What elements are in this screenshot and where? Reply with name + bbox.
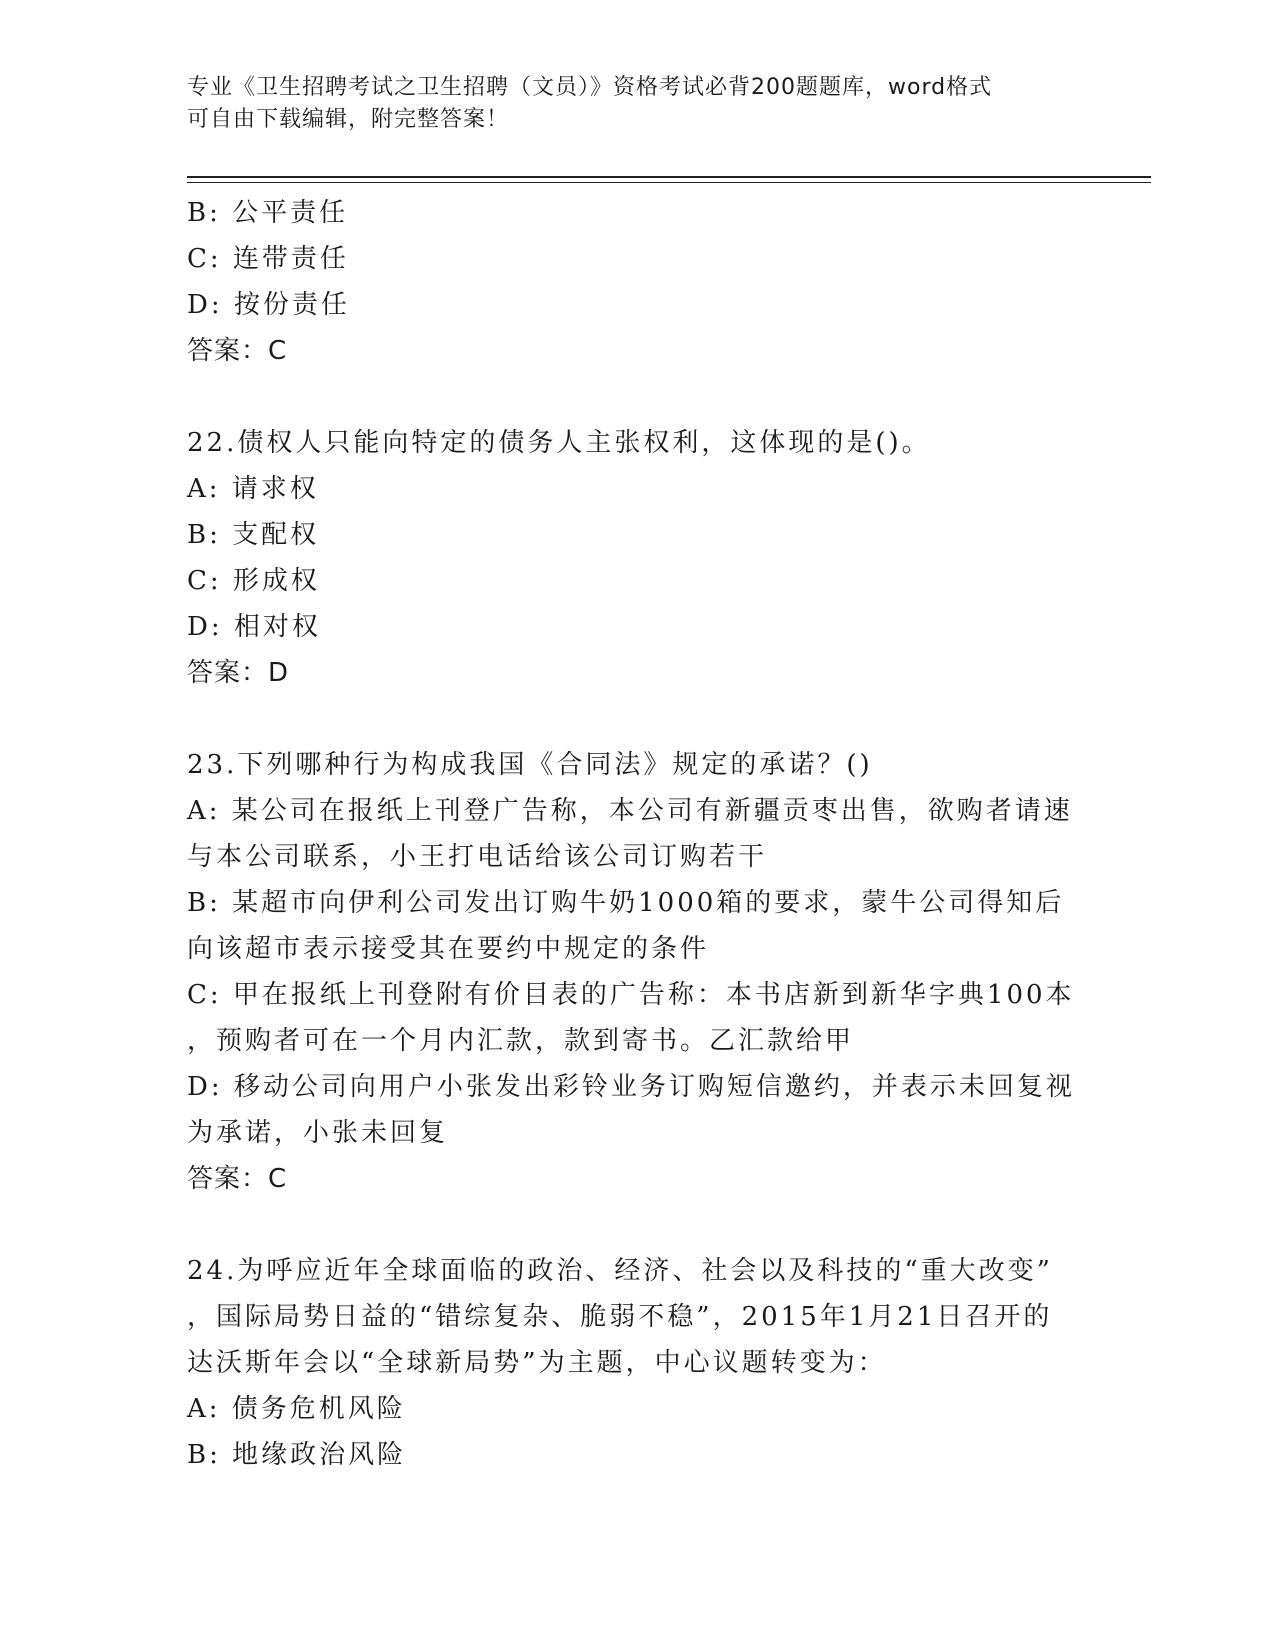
option-b: B: 地缘政治风险	[187, 1440, 407, 1470]
option-d: D: 相对权	[187, 612, 321, 642]
option-d-line-1: D: 移动公司向用户小张发出彩铃业务订购短信邀约，并表示未回复视	[187, 1072, 1075, 1102]
spacer	[187, 1202, 1067, 1248]
page-header	[187, 72, 1067, 136]
option-b-line-1: B: 某超市向伊利公司发出订购牛奶1000箱的要求，蒙牛公司得知后	[187, 888, 1065, 918]
option-d-line-2: 为承诺，小张未回复	[187, 1118, 449, 1148]
option-a: A: 请求权	[187, 474, 319, 504]
answer-line: 答案：D	[187, 658, 290, 688]
option-d: D: 按份责任	[187, 290, 350, 320]
option-b-line-2: 向该超市表示接受其在要约中规定的条件	[187, 934, 710, 964]
question-text: 22.债权人只能向特定的债务人主张权利，这体现的是()。	[187, 428, 931, 458]
option-c-line-2: ，预购者可在一个月内汇款，款到寄书。乙汇款给甲	[187, 1026, 855, 1056]
question-24	[187, 1248, 1067, 1478]
header-title-line-2: 可自由下载编辑，附完整答案！	[187, 107, 510, 132]
header-title-line-1: 专业《卫生招聘考试之卫生招聘（文员）》资格考试必背200题题库，word格式	[187, 75, 993, 100]
question-21	[187, 190, 1067, 374]
option-c-line-1: C: 甲在报纸上刊登附有价目表的广告称：本书店新到新华字典100本	[187, 980, 1075, 1010]
answer-line: 答案：C	[187, 336, 288, 366]
option-a: A: 债务危机风险	[187, 1394, 406, 1424]
question-list	[187, 190, 1075, 1478]
answer-line: 答案：C	[187, 1164, 288, 1194]
option-b: B: 支配权	[187, 520, 320, 550]
spacer	[187, 374, 1067, 420]
question-text: 23.下列哪种行为构成我国《合同法》规定的承诺？()	[187, 750, 873, 780]
option-c: C: 形成权	[187, 566, 320, 596]
header-divider-thick	[187, 176, 1151, 178]
option-a-line-2: 与本公司联系，小王打电话给该公司订购若干	[187, 842, 768, 872]
spacer	[187, 696, 1067, 742]
header-divider-thin	[187, 182, 1151, 183]
question-text-line-2: ，国际局势日益的“错综复杂、脆弱不稳”，2015年1月21日召开的	[187, 1302, 1053, 1332]
question-22	[187, 420, 1067, 696]
question-text-line-1: 24.为呼应近年全球面临的政治、经济、社会以及科技的“重大改变”	[187, 1256, 1053, 1286]
option-a-line-1: A: 某公司在报纸上刊登广告称，本公司有新疆贡枣出售，欲购者请速	[187, 796, 1073, 826]
question-text-line-3: 达沃斯年会以“全球新局势”为主题，中心议题转变为：	[187, 1348, 887, 1378]
option-b: B: 公平责任	[187, 198, 349, 228]
option-c: C: 连带责任	[187, 244, 349, 274]
question-23	[187, 742, 1075, 1202]
